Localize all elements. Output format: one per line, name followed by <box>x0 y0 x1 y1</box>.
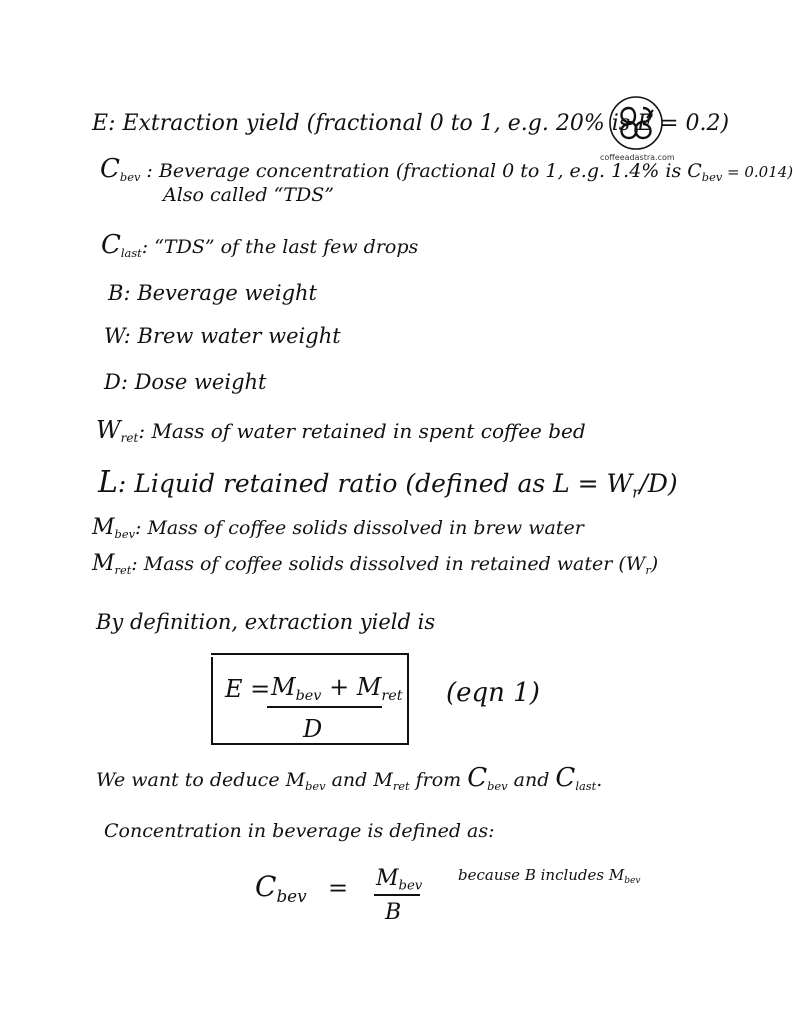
definition-text: : Beverage concentration (fractional 0 to 1, e.g. 1.4% is C <box>146 160 702 182</box>
tail-subscript: r <box>645 562 651 577</box>
symbol-C: C <box>101 230 121 260</box>
symbol-subscript: bev <box>119 169 141 184</box>
goal-subscript: bev <box>487 778 508 793</box>
symbol-subscript: ret <box>120 431 139 446</box>
symbol-C: C <box>100 154 120 184</box>
definition-extraction-yield <box>92 113 729 135</box>
definition-beverage-weight <box>108 283 317 304</box>
cbev-equation-note <box>458 866 641 887</box>
goal-text: and <box>507 769 556 791</box>
symbol-subscript: bev <box>114 526 135 541</box>
symbol-L: L <box>98 465 118 500</box>
cbev-equation-fraction-bar <box>374 894 420 896</box>
definition-tds-alias: Also called “TDS” <box>163 184 334 206</box>
numerator-subscript-bev: bev <box>295 688 322 705</box>
definition-text: : “TDS” of the last few drops <box>141 236 419 258</box>
goal-text: and M <box>325 769 393 791</box>
symbol-W: W <box>96 416 121 444</box>
note-text: because B includes M <box>458 866 625 884</box>
box-right-edge <box>407 653 409 745</box>
definition-tail: = 0.014) <box>722 163 793 181</box>
definition-text: : Mass of water retained in spent coffee bed <box>138 419 586 443</box>
lhs-C: C <box>255 870 277 903</box>
definition-text: : Liquid retained ratio (defined as L = W <box>117 469 633 498</box>
equation-1-lhs: E = <box>225 675 271 703</box>
equation-1-fraction-bar <box>267 706 382 708</box>
symbol-E: E <box>92 111 109 136</box>
definition-text: : Extraction yield (fractional 0 to 1, e.g. 20% is E = 0.2) <box>108 111 730 136</box>
numerator-M: M <box>376 866 399 891</box>
definition-dose-weight <box>104 372 266 393</box>
cbev-equation-denominator: B <box>385 900 402 925</box>
definition-last-drops-concentration <box>101 232 418 258</box>
symbol-W: W <box>104 324 124 348</box>
definition-text: : Beverage weight <box>123 281 317 305</box>
symbol-subscript: last <box>120 245 142 260</box>
definition-tail: /D) <box>639 469 678 498</box>
goal-C-bev: C <box>467 763 488 793</box>
goal-subscript: bev <box>305 778 326 793</box>
cbev-equation-equals: = <box>328 874 349 902</box>
equation-1-denominator: D <box>303 715 323 743</box>
equation-1-box <box>211 651 411 747</box>
symbol-B: B <box>108 281 124 305</box>
definition-text: : Brew water weight <box>123 324 341 348</box>
lhs-subscript: bev <box>276 885 307 906</box>
definition-text: : Mass of coffee solids dissolved in retained water (W <box>131 553 646 575</box>
goal-subscript: last <box>575 778 597 793</box>
box-left-edge <box>211 657 213 745</box>
numerator-plus-M: + M <box>321 673 382 701</box>
symbol-subscript: ret <box>114 562 132 577</box>
note-subscript: bev <box>624 876 641 887</box>
definition-beverage-concentration <box>100 156 793 182</box>
definition-text: : Dose weight <box>120 370 267 394</box>
goal-C-last: C <box>555 763 576 793</box>
box-bottom-edge <box>211 743 409 745</box>
cbev-equation-lhs <box>255 870 307 906</box>
numerator-M: M <box>271 673 296 701</box>
concentration-intro: Concentration in beverage is defined as: <box>104 820 495 842</box>
goal-text: from <box>409 769 468 791</box>
symbol-D: D <box>104 370 121 394</box>
definition-brew-water-weight <box>104 326 341 347</box>
definition-mass-solids-brew <box>92 517 584 539</box>
box-top-edge <box>211 653 409 655</box>
definition-tail: ) <box>650 553 659 575</box>
definition-mass-solids-retained <box>92 553 658 575</box>
definition-retained-water <box>96 416 586 446</box>
definition-liquid-retained-ratio <box>98 465 678 502</box>
equation-1-numerator <box>271 673 403 705</box>
tail-subscript: bev <box>701 169 723 184</box>
goal-text: We want to deduce M <box>96 769 306 791</box>
definition-text: : Mass of coffee solids dissolved in brew water <box>135 517 584 539</box>
symbol-M: M <box>92 551 115 576</box>
equation-1-tag: (eqn 1) <box>446 678 540 708</box>
derivation-goal <box>96 765 602 791</box>
cbev-equation-numerator <box>376 866 423 894</box>
goal-text: . <box>596 769 603 791</box>
numerator-subscript: bev <box>398 878 423 894</box>
derivation-intro: By definition, extraction yield is <box>96 610 436 634</box>
symbol-subscript: r <box>632 483 640 502</box>
logo-site-text: coffeeadastra.com <box>600 153 675 162</box>
numerator-subscript-ret: ret <box>381 688 403 705</box>
goal-subscript: ret <box>392 778 410 793</box>
symbol-M: M <box>92 515 115 540</box>
